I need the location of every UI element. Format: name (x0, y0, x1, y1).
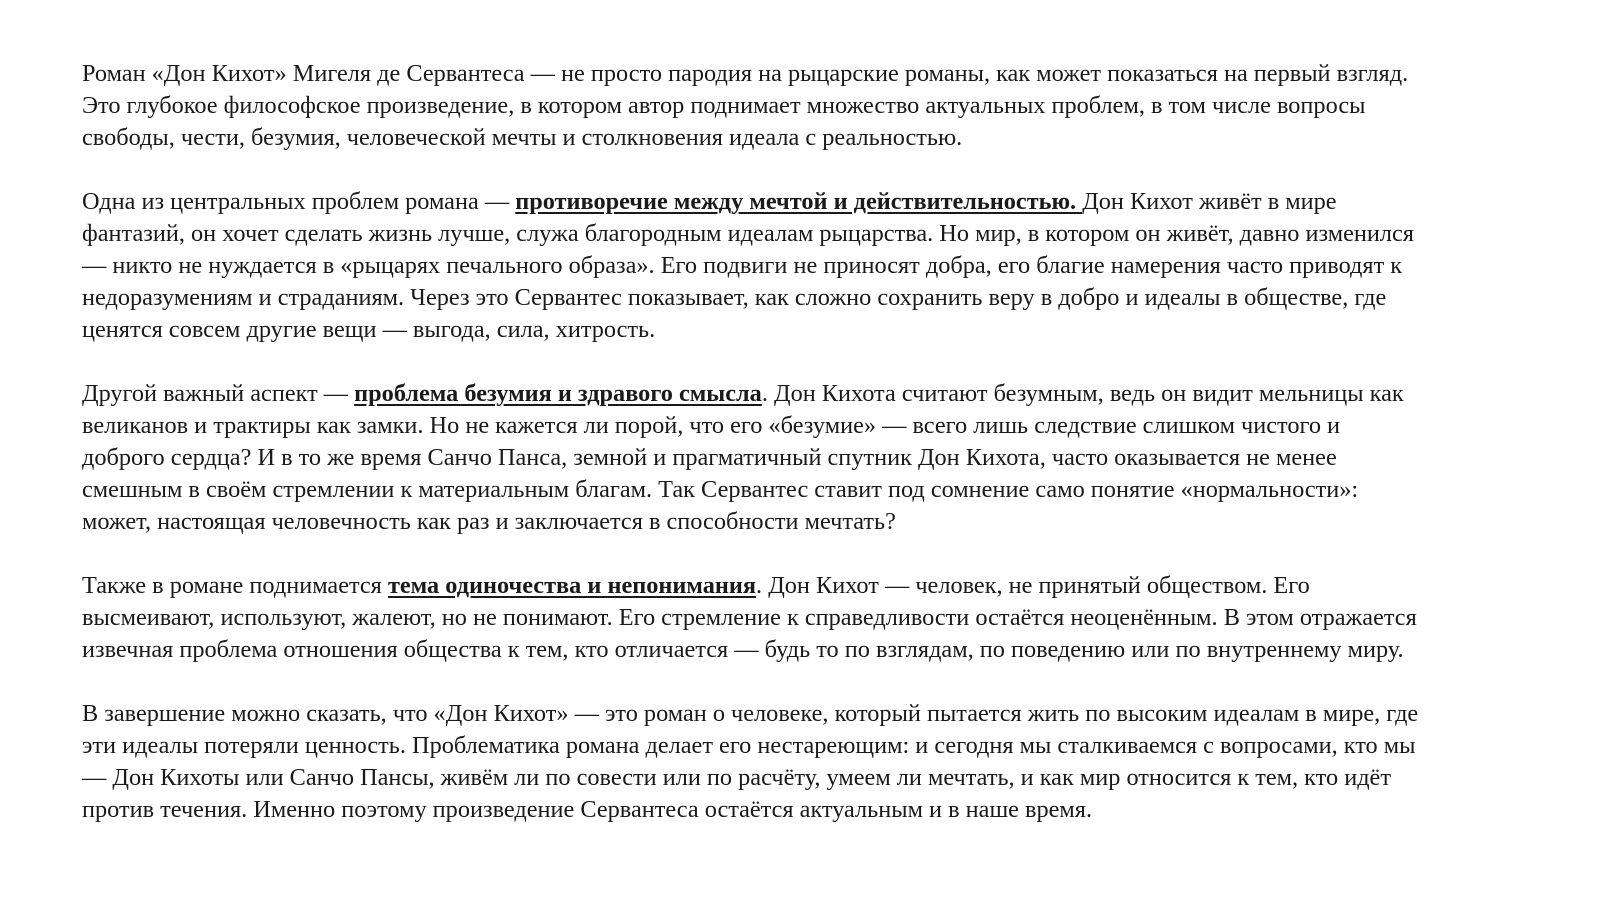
text-line (82, 282, 1552, 314)
text-segment: доброго сердца? И в то же время Санчо Панса, земной и прагматичный спутник Дон Кихота, часто оказывается не менее (82, 444, 1337, 471)
text-line (82, 90, 1552, 122)
text-segment: свободы, чести, безумия, человеческой мечты и столкновения идеала с реальностью. (82, 124, 963, 151)
text-segment: ценятся совсем другие вещи — выгода, сила, хитрость. (82, 316, 656, 343)
text-line (82, 378, 1552, 410)
text-segment: высмеивают, используют, жалеют, но не понимают. Его стремление к справедливости остаётся неоценённым. В этом отражается (82, 604, 1417, 631)
paragraph (82, 378, 1552, 538)
key-phrase: тема одиночества и непонимания (387, 572, 757, 599)
text-segment: Одна из центральных проблем романа — (82, 188, 516, 215)
text-line (82, 442, 1552, 474)
text-segment: Это глубокое философское произведение, в котором автор поднимает множество актуальных проблем, в том числе вопросы (82, 92, 1366, 119)
text-line (82, 570, 1552, 602)
text-line (82, 506, 1552, 538)
text-segment: против течения. Именно поэтому произведение Сервантеса остаётся актуальным и в наше время. (82, 796, 1093, 823)
key-phrase: противоречие между мечтой и действительностью. (515, 188, 1083, 215)
paragraph (82, 570, 1552, 666)
text-line (82, 186, 1552, 218)
text-line (82, 698, 1552, 730)
text-segment: В завершение можно сказать, что «Дон Кихот» — это роман о человеке, который пытается жить по высоким идеалам в мире, где (82, 700, 1419, 727)
text-segment: Также в романе поднимается (82, 572, 388, 599)
text-line (82, 730, 1552, 762)
key-phrase: проблема безумия и здравого смысла (354, 380, 762, 407)
paragraph (82, 186, 1552, 346)
paragraph (82, 698, 1552, 826)
text-segment: великанов и трактиры как замки. Но не кажется ли порой, что его «безумие» — всего лишь следствие слишком чистого и (82, 412, 1341, 439)
text-line (82, 762, 1552, 794)
text-segment: — никто не нуждается в «рыцарях печального образа». Его подвиги не приносят добра, его благие намерения часто приводят к (82, 252, 1403, 279)
text-segment: извечная проблема отношения общества к тем, кто отличается — будь то по взглядам, по поведению или по внутреннему миру. (82, 636, 1404, 663)
text-segment: Дон Кихот живёт в мире (1082, 188, 1337, 215)
text-segment: Другой важный аспект — (82, 380, 355, 407)
text-line (82, 634, 1552, 666)
text-line (82, 250, 1552, 282)
text-segment: может, настоящая человечность как раз и заключается в способности мечтать? (82, 508, 896, 535)
text-line (82, 474, 1552, 506)
text-line (82, 58, 1552, 90)
text-segment: фантазий, он хочет сделать жизнь лучше, служа благородным идеалам рыцарства. Но мир, в котором он живёт, давно изменился (82, 220, 1414, 247)
text-line (82, 794, 1552, 826)
paragraph (82, 58, 1552, 154)
text-segment: . Дон Кихота считают безумным, ведь он видит мельницы как (761, 380, 1404, 407)
text-segment: Роман «Дон Кихот» Мигеля де Сервантеса — не просто пародия на рыцарские романы, как может показаться на первый взгляд. (82, 60, 1409, 87)
text-segment: . Дон Кихот — человек, не принятый обществом. Его (756, 572, 1310, 599)
text-line (82, 122, 1552, 154)
text-segment: эти идеалы потеряли ценность. Проблематика романа делает его нестареющим: и сегодня мы сталкиваемся с вопросами, кто мы (82, 732, 1416, 759)
text-segment: смешным в своём стремлении к материальным благам. Так Сервантес ставит под сомнение само понятие «нормальности»: (82, 476, 1359, 503)
text-line (82, 314, 1552, 346)
text-line (82, 602, 1552, 634)
text-segment: — Дон Кихоты или Санчо Пансы, живём ли по совести или по расчёту, умеем ли мечтать, и как мир относится к тем, кто идёт (82, 764, 1391, 791)
text-line (82, 410, 1552, 442)
text-segment: недоразумениям и страданиям. Через это Сервантес показывает, как сложно сохранить веру в добро и идеалы в обществе, где (82, 284, 1387, 311)
text-line (82, 218, 1552, 250)
essay-body (82, 58, 1552, 858)
